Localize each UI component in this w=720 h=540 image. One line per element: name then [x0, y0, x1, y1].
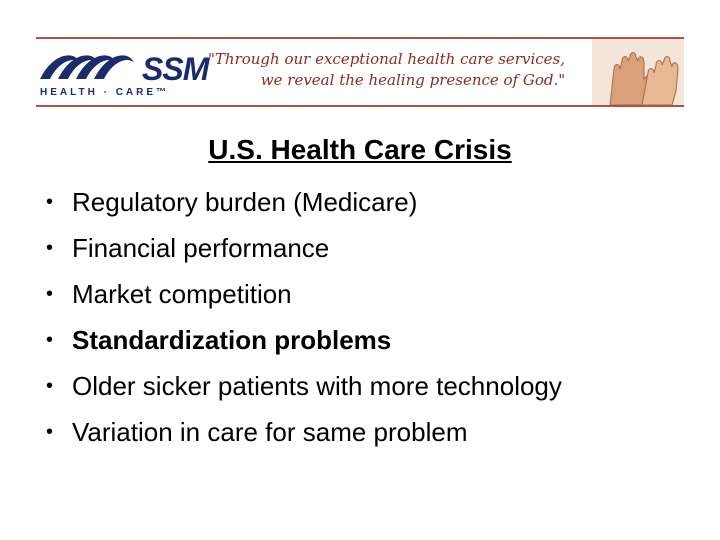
bullet-text: Financial performance	[72, 233, 330, 263]
bullet-text: Older sicker patients with more technology	[72, 371, 562, 401]
list-item	[46, 228, 562, 274]
bullet-icon: •	[46, 375, 54, 397]
tagline-line-2: we reveal the healing presence of God."	[260, 71, 566, 89]
bullet-text: Market competition	[72, 279, 292, 309]
list-item	[46, 182, 562, 228]
bullet-icon: •	[46, 237, 54, 259]
slide-title-text: U.S. Health Care Crisis	[208, 134, 512, 165]
header-banner	[36, 37, 684, 107]
list-item	[46, 320, 562, 366]
hands-icon	[592, 39, 684, 105]
bullet-text: Standardization problems	[72, 325, 392, 355]
bullet-icon: •	[46, 191, 54, 213]
bullet-text: Variation in care for same problem	[72, 417, 468, 447]
brand-name: SSM	[142, 51, 209, 87]
slide-title	[0, 134, 720, 166]
list-item	[46, 274, 562, 320]
tagline-line-1: "Through our exceptional health care services,	[208, 50, 565, 68]
ssm-swoosh-icon	[36, 49, 146, 85]
brand-subtext: HEALTH · CARE™	[40, 87, 170, 98]
bullet-icon: •	[46, 421, 54, 443]
bullet-text: Regulatory burden (Medicare)	[72, 187, 418, 217]
bullet-icon: •	[46, 329, 54, 351]
tagline	[208, 49, 618, 91]
list-item	[46, 366, 562, 412]
ssm-logo	[36, 45, 209, 101]
bullet-list	[46, 182, 562, 458]
bullet-icon: •	[46, 283, 54, 305]
list-item	[46, 412, 562, 458]
